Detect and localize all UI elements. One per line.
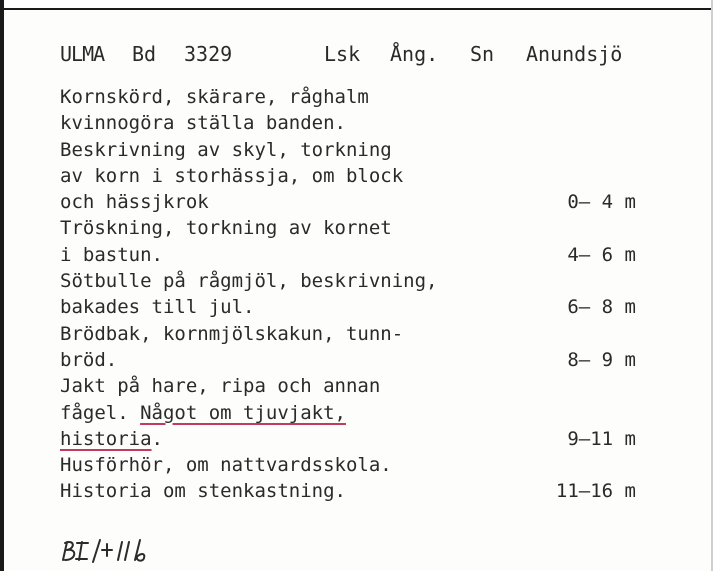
line-text <box>60 321 403 347</box>
line-segment: Historia om stenkastning. <box>60 480 346 503</box>
content-line <box>60 400 660 426</box>
time-range: 4– 6 m <box>567 243 636 266</box>
line-segment: i bastun. <box>60 243 163 266</box>
card-left-edge <box>0 0 4 571</box>
line-text <box>60 400 346 426</box>
time-range: 6– 8 m <box>567 296 636 319</box>
line-segment: Beskrivning av skyl, torkning <box>60 138 392 161</box>
parish-label: Sn <box>470 42 495 66</box>
content-line <box>60 242 660 268</box>
line-segment: Jakt på hare, ripa och annan <box>60 375 381 398</box>
content-line <box>60 84 660 110</box>
line-text <box>60 242 163 268</box>
content-line <box>60 189 660 215</box>
line-text <box>60 189 209 215</box>
parish-name: Anundsjö <box>526 42 623 66</box>
content-line <box>60 110 660 136</box>
underlined-text: Något om tjuvjakt, <box>140 401 346 424</box>
line-text <box>60 268 438 294</box>
line-segment: kvinnogöra ställa banden. <box>60 112 346 135</box>
line-text <box>60 294 254 320</box>
volume-number: 3329 <box>184 42 233 66</box>
content-line <box>60 373 660 399</box>
handwritten-signature <box>60 534 180 566</box>
time-range: 9–11 m <box>567 427 636 450</box>
volume-label: Bd <box>132 42 157 66</box>
content-line <box>60 268 660 294</box>
line-segment: Tröskning, torkning av kornet <box>60 217 392 240</box>
line-text <box>60 347 117 373</box>
content-line <box>60 452 660 478</box>
region-code: Lsk <box>324 42 361 66</box>
content-line <box>60 294 660 320</box>
line-segment: och hässjkrok <box>60 191 209 214</box>
line-text <box>60 215 392 241</box>
underlined-text: historia <box>60 427 152 450</box>
line-segment: . <box>151 427 163 450</box>
line-text <box>60 452 392 478</box>
content-line <box>60 426 660 452</box>
line-segment: Sötbulle på rågmjöl, beskrivning, <box>60 270 438 293</box>
time-range: 0– 4 m <box>567 191 636 214</box>
line-segment: Brödbak, kornmjölskakun, tunn- <box>60 322 404 345</box>
line-text <box>60 163 403 189</box>
line-text <box>60 84 369 110</box>
content-line <box>60 321 660 347</box>
line-segment: fågel. <box>60 401 141 424</box>
line-segment: Kornskörd, skärare, råghalm <box>60 86 369 108</box>
content-lines <box>60 84 660 505</box>
line-text <box>60 478 346 504</box>
content-line <box>60 137 660 163</box>
content-line <box>60 163 660 189</box>
content-line <box>60 347 660 373</box>
content-line <box>60 215 660 241</box>
card-header <box>60 42 643 72</box>
archive-code: ULMA <box>60 42 105 66</box>
line-text <box>60 110 346 136</box>
card-top-edge <box>0 0 713 10</box>
line-segment: av korn i storhässja, om block <box>60 164 404 187</box>
line-text <box>60 137 392 163</box>
time-range: 11–16 m <box>555 480 636 503</box>
line-text <box>60 426 163 452</box>
line-segment: bakades till jul. <box>60 296 255 319</box>
line-text <box>60 373 380 399</box>
line-segment: Husförhör, om nattvardsskola. <box>60 454 392 477</box>
content-line <box>60 478 660 504</box>
province-code: Ång. <box>390 42 439 66</box>
time-range: 8– 9 m <box>567 348 636 371</box>
line-segment: bröd. <box>60 348 118 371</box>
